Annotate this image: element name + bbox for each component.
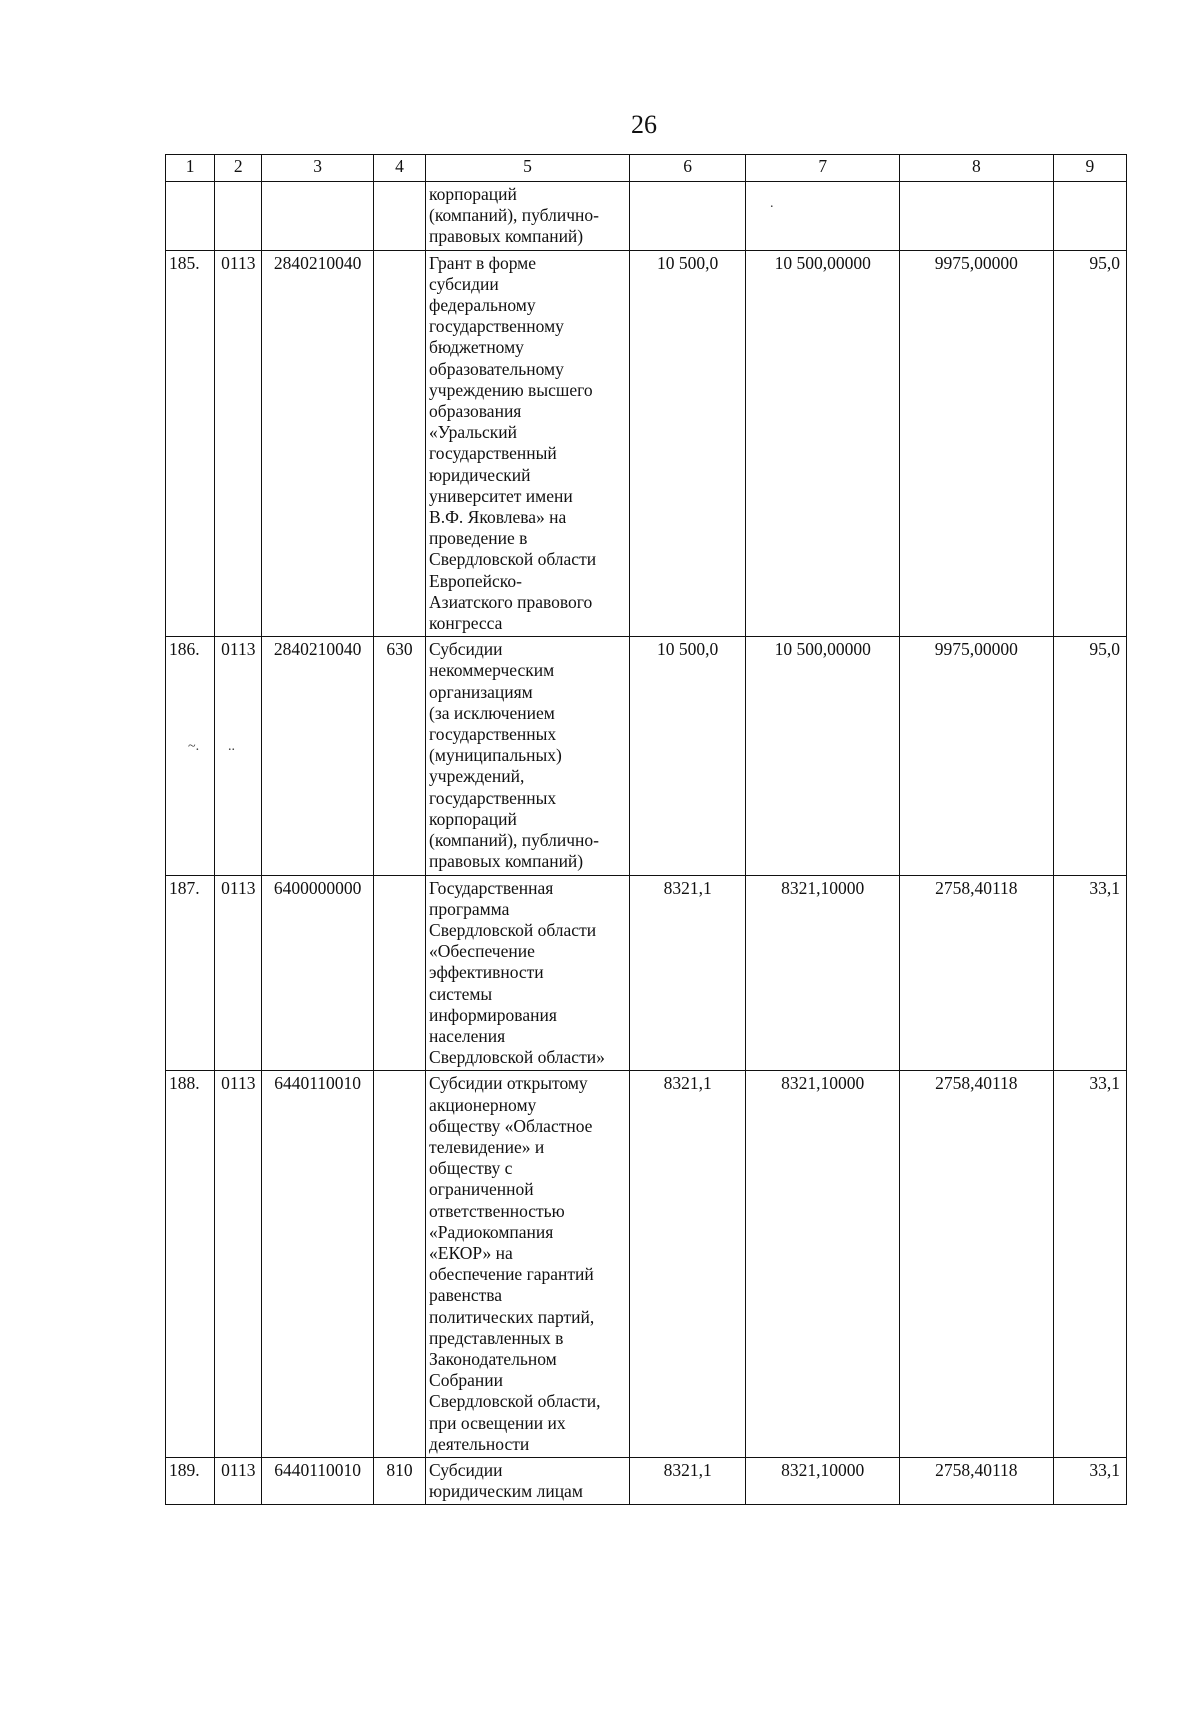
table-row (166, 182, 1127, 251)
description-line: государственный (429, 443, 557, 464)
description-line: юридический (429, 464, 531, 485)
column-header-3: 3 (262, 155, 373, 182)
target-code: 2840210040 (262, 637, 373, 875)
column-header-1: 1 (166, 155, 215, 182)
description-line: Азиатского правового (429, 591, 593, 612)
description-line: государственных (429, 787, 557, 808)
expense-type-code (373, 250, 425, 637)
row-description (426, 1071, 630, 1458)
row-number: 185. (166, 250, 215, 637)
approved-amount (629, 182, 745, 251)
row-number: 187. (166, 875, 215, 1071)
expense-type-code (373, 1071, 425, 1458)
execution-percent: 95,0 (1053, 637, 1126, 875)
description-line: некоммерческим (429, 660, 555, 681)
page-number: 26 (631, 110, 657, 139)
approved-amount: 10 500,0 (629, 250, 745, 637)
description-line: политических партий, (429, 1306, 595, 1327)
section-code: 0113 (215, 1071, 262, 1458)
description-line: «Радиокомпания (429, 1221, 554, 1242)
row-description (426, 875, 630, 1071)
description-line: образовательному (429, 358, 564, 379)
execution-percent: 33,1 (1053, 1071, 1126, 1458)
target-code: 6440110010 (262, 1071, 373, 1458)
executed-amount: 2758,40118 (900, 1457, 1054, 1504)
scan-mark: .. (228, 739, 235, 754)
row-description (426, 637, 630, 875)
target-code: 6440110010 (262, 1457, 373, 1504)
description-line: бюджетному (429, 337, 524, 358)
description-line: учреждению высшего (429, 379, 593, 400)
description-line: равенства (429, 1285, 503, 1306)
description-line: (муниципальных) (429, 745, 562, 766)
description-line: обществу «Областное (429, 1115, 593, 1136)
table-row (166, 1457, 1127, 1504)
column-header-6: 6 (629, 155, 745, 182)
target-code: 2840210040 (262, 250, 373, 637)
description-line: проведение в (429, 528, 528, 549)
section-code (215, 182, 262, 251)
column-header-4: 4 (373, 155, 425, 182)
description-line: населения (429, 1025, 506, 1046)
description-line: системы (429, 983, 493, 1004)
approved-amount: 8321,1 (629, 1457, 745, 1504)
description-line: Свердловской области, (429, 1391, 601, 1412)
description-line: Собрании (429, 1370, 503, 1391)
budget-list-amount: 10 500,00000 (746, 637, 900, 875)
column-header-8: 8 (900, 155, 1054, 182)
description-line: «Уральский (429, 422, 518, 443)
description-line: телевидение» и (429, 1136, 545, 1157)
column-header-7: 7 (746, 155, 900, 182)
description-line: ограниченной (429, 1179, 534, 1200)
table-row (166, 875, 1127, 1071)
execution-percent: 95,0 (1053, 250, 1126, 637)
approved-amount: 8321,1 (629, 875, 745, 1071)
target-code: 6400000000 (262, 875, 373, 1071)
row-description (426, 1457, 630, 1504)
budget-table (165, 154, 1127, 1505)
description-line: государственному (429, 316, 564, 337)
description-line: обеспечение гарантий (429, 1264, 594, 1285)
table-body (166, 182, 1127, 1505)
row-number: 188. (166, 1071, 215, 1458)
approved-amount: 10 500,0 (629, 637, 745, 875)
description-line: государственных (429, 724, 557, 745)
description-line: Свердловской области (429, 549, 597, 570)
description-line: организациям (429, 681, 533, 702)
column-header-9: 9 (1053, 155, 1126, 182)
budget-list-amount: 8321,10000 (746, 1071, 900, 1458)
row-number: 186. (166, 637, 215, 875)
section-code: 0113 (215, 637, 262, 875)
execution-percent (1053, 182, 1126, 251)
description-line: ответственностью (429, 1200, 565, 1221)
description-line: Государственная (429, 877, 554, 898)
description-line: обществу с (429, 1158, 513, 1179)
table-row (166, 637, 1127, 875)
expense-type-code (373, 182, 425, 251)
description-line: информирования (429, 1004, 557, 1025)
budget-list-amount: 10 500,00000 (746, 250, 900, 637)
execution-percent: 33,1 (1053, 875, 1126, 1071)
row-number: 189. (166, 1457, 215, 1504)
table-row (166, 1071, 1127, 1458)
description-line: юридическим лицам (429, 1481, 583, 1502)
budget-list-amount (746, 182, 900, 251)
description-line: Субсидии (429, 1459, 503, 1480)
description-line: корпораций (429, 808, 517, 829)
approved-amount: 8321,1 (629, 1071, 745, 1458)
description-line: (за исключением (429, 702, 555, 723)
description-line: деятельности (429, 1433, 530, 1454)
description-line: «Обеспечение (429, 941, 535, 962)
executed-amount: 9975,00000 (900, 637, 1054, 875)
section-code: 0113 (215, 250, 262, 637)
header-row (166, 155, 1127, 182)
description-line: Грант в форме (429, 252, 537, 273)
section-code: 0113 (215, 875, 262, 1071)
description-line: (компаний), публично- (429, 205, 599, 226)
description-line: представленных в (429, 1327, 564, 1348)
description-line: Свердловской области» (429, 1047, 605, 1068)
section-code: 0113 (215, 1457, 262, 1504)
description-line: эффективности (429, 962, 544, 983)
description-line: университет имени (429, 485, 573, 506)
description-line: учреждений, (429, 766, 525, 787)
column-header-2: 2 (215, 155, 262, 182)
row-number (166, 182, 215, 251)
execution-percent: 33,1 (1053, 1457, 1126, 1504)
executed-amount: 2758,40118 (900, 875, 1054, 1071)
description-line: Свердловской области (429, 919, 597, 940)
description-line: «ЕКОР» на (429, 1242, 513, 1263)
description-line: Субсидии открытому (429, 1073, 588, 1094)
expense-type-code (373, 875, 425, 1071)
row-description (426, 182, 630, 251)
executed-amount: 9975,00000 (900, 250, 1054, 637)
description-line: (компаний), публично- (429, 830, 599, 851)
description-line: В.Ф. Яковлева» на (429, 507, 567, 528)
description-line: субсидии (429, 273, 499, 294)
expense-type-code: 810 (373, 1457, 425, 1504)
description-line: федеральному (429, 295, 536, 316)
column-header-5: 5 (426, 155, 630, 182)
budget-list-amount: 8321,10000 (746, 875, 900, 1071)
description-line: Законодательном (429, 1348, 557, 1369)
description-line: конгресса (429, 613, 503, 634)
description-line: программа (429, 898, 510, 919)
row-description (426, 250, 630, 637)
table-row (166, 250, 1127, 637)
description-line: акционерному (429, 1094, 537, 1115)
description-line: Европейско- (429, 570, 522, 591)
budget-list-amount: 8321,10000 (746, 1457, 900, 1504)
description-line: корпораций (429, 184, 517, 204)
executed-amount: 2758,40118 (900, 1071, 1054, 1458)
description-line: правовых компаний) (429, 226, 584, 247)
description-line: образования (429, 401, 522, 422)
description-line: правовых компаний) (429, 851, 584, 872)
description-line: при освещении их (429, 1412, 566, 1433)
executed-amount (900, 182, 1054, 251)
description-line: Субсидии (429, 639, 503, 660)
scan-mark: . (770, 196, 774, 211)
scan-mark: ~. (188, 739, 200, 754)
target-code (262, 182, 373, 251)
expense-type-code: 630 (373, 637, 425, 875)
